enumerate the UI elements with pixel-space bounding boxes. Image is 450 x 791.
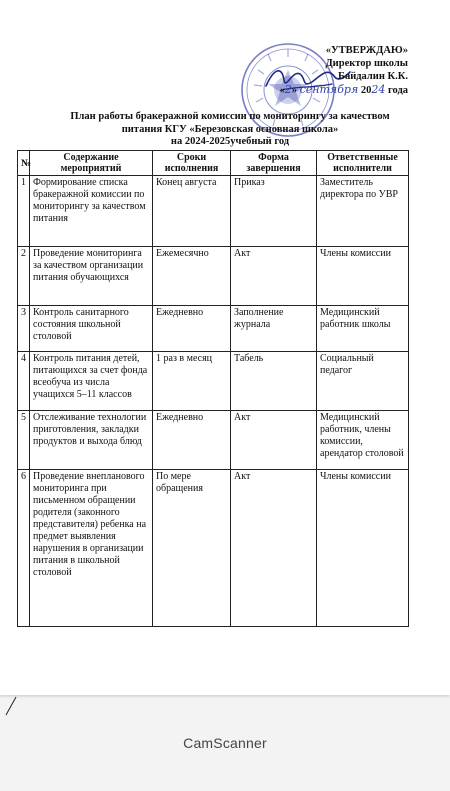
- approval-name: Байдалин К.К.: [338, 71, 408, 82]
- cell-form: Табель: [231, 352, 317, 411]
- cell-term: 1 раз в месяц: [153, 352, 231, 411]
- page-curl-mark: [4, 695, 18, 717]
- cell-executors: Социальный педагог: [317, 352, 409, 411]
- table-row: [18, 247, 409, 306]
- cell-term: Конец августа: [153, 176, 231, 247]
- plan-table: [17, 150, 409, 627]
- approval-block: [248, 44, 408, 97]
- cell-term: По мере обращения: [153, 470, 231, 627]
- cell-num: 2: [18, 247, 30, 306]
- cell-num: 1: [18, 176, 30, 247]
- title-line-3: на 2024-2025учебный год: [170, 136, 290, 147]
- approval-position: Директор школы: [325, 58, 408, 69]
- cell-executors: Медицинский работник, члены комиссии, арендатор столовой: [317, 411, 409, 470]
- header-term: Сроки исполнения: [153, 151, 231, 176]
- header-content: Содержание мероприятий: [30, 151, 153, 176]
- title-line-1: План работы бракеражной комиссии по мониторингу за качеством: [70, 111, 390, 122]
- title-line-2: питания КГУ «Березовская основная школа»: [121, 123, 339, 135]
- cell-content: Контроль питания детей, питающихся за счет фонда всеобуча из числа учащихся 5–11 классов: [30, 352, 153, 411]
- cell-content: Проведение мониторинга за качеством организации питания обучающихся: [30, 247, 153, 306]
- date-year-word: года: [387, 85, 408, 96]
- cell-num: 6: [18, 470, 30, 627]
- header-executors: Ответственные исполнители: [317, 151, 409, 176]
- table-row: [18, 306, 409, 352]
- cell-term: Ежедневно: [153, 411, 231, 470]
- header-form: Форма завершения: [231, 151, 317, 176]
- date-day: 2: [284, 83, 292, 96]
- table-header-row: [18, 151, 409, 176]
- cell-form: Заполнение журнала: [231, 306, 317, 352]
- approval-date: [248, 83, 408, 97]
- approval-heading: «УТВЕРЖДАЮ»: [325, 45, 408, 56]
- table-row: [18, 470, 409, 627]
- document-title: [30, 111, 430, 149]
- table-row: [18, 352, 409, 411]
- cell-term: Ежемесячно: [153, 247, 231, 306]
- cell-num: 3: [18, 306, 30, 352]
- cell-content: Формирование списка бракеражной комиссии по мониторингу за качеством питания: [30, 176, 153, 247]
- cell-executors: Медицинский работник школы: [317, 306, 409, 352]
- cell-form: Акт: [231, 411, 317, 470]
- cell-form: Акт: [231, 247, 317, 306]
- cell-num: 4: [18, 352, 30, 411]
- cell-executors: Члены комиссии: [317, 247, 409, 306]
- cell-content: Контроль санитарного состояния школьной столовой: [30, 306, 153, 352]
- date-year-suffix: 24: [371, 83, 386, 96]
- header-num: №: [18, 151, 30, 176]
- cell-form: Приказ: [231, 176, 317, 247]
- date-month: сентября: [299, 83, 359, 96]
- camscanner-watermark: CamScanner: [183, 735, 267, 751]
- date-open-quote: «: [279, 85, 285, 96]
- cell-term: Ежедневно: [153, 306, 231, 352]
- date-close-quote: »: [291, 85, 297, 96]
- cell-executors: Члены комиссии: [317, 470, 409, 627]
- cell-form: Акт: [231, 470, 317, 627]
- cell-executors: Заместитель директора по УВР: [317, 176, 409, 247]
- table-row: [18, 411, 409, 470]
- date-year-prefix: 20: [360, 85, 372, 96]
- cell-content: Проведение внепланового мониторинга при письменном обращении родителя (законного представителя) ребенка на предмет выявления нарушения в организации питания в школьной столовой: [30, 470, 153, 627]
- table-row: [18, 176, 409, 247]
- cell-content: Отслеживание технологии приготовления, закладки продуктов и выхода блюд: [30, 411, 153, 470]
- cell-num: 5: [18, 411, 30, 470]
